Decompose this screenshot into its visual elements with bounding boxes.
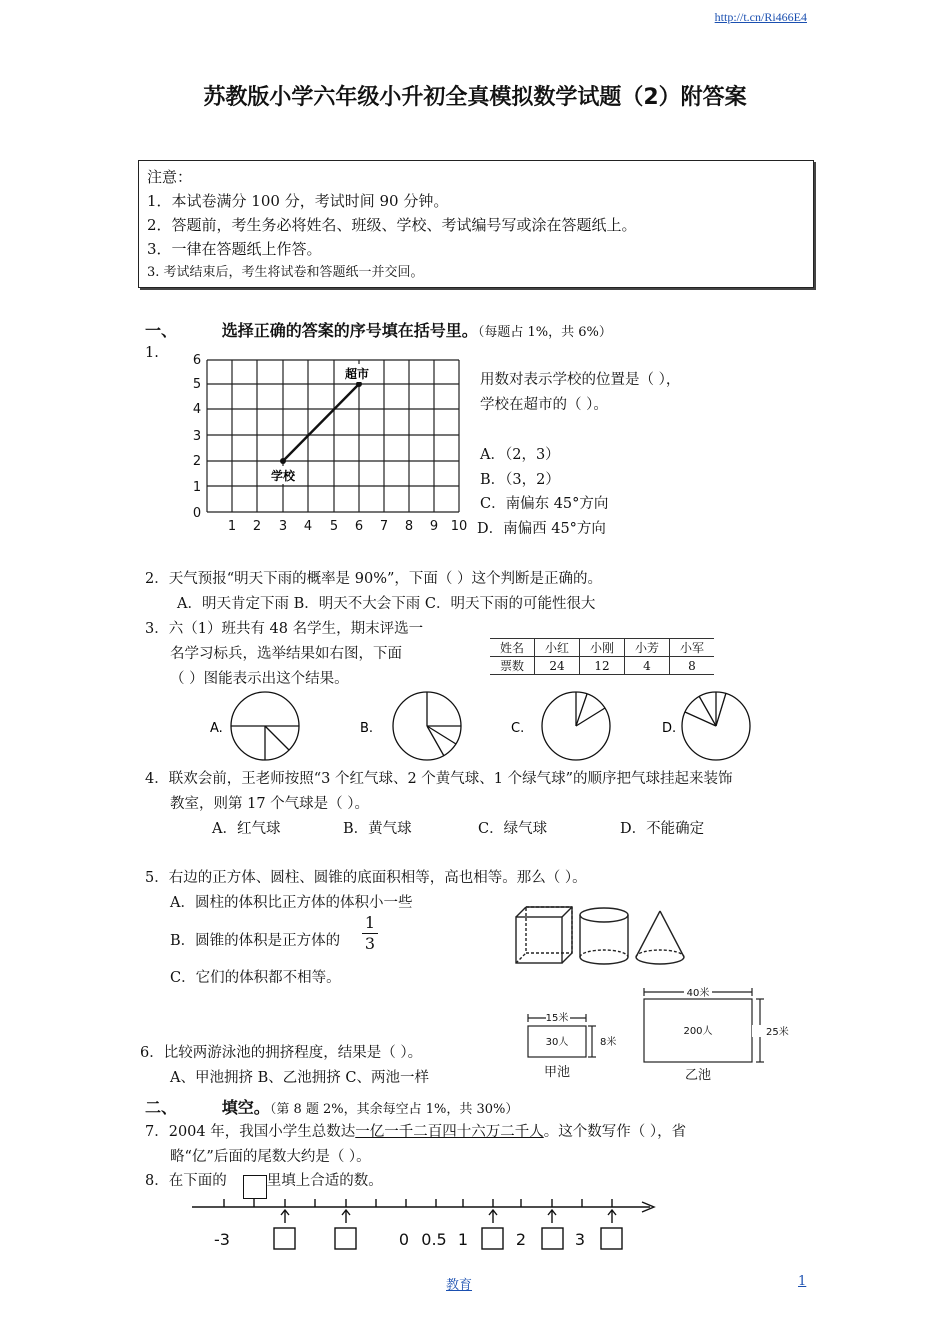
tick-label: 0 — [398, 1230, 410, 1249]
table-cell: 24 — [535, 657, 580, 675]
q6-options: A、甲池拥挤 B、乙池拥挤 C、两池一样 — [170, 1070, 429, 1086]
q1-option-d: D．南偏西 45°方向 — [477, 521, 606, 537]
q1-number: 1. — [145, 345, 159, 361]
q3-pie-options — [205, 688, 765, 768]
cone-icon — [636, 911, 684, 964]
q1-text2: 学校在超市的（ ）。 — [480, 397, 608, 413]
q5-text: 5．右边的正方体、圆柱、圆锥的底面积相等，高也相等。那么（ ）。 — [145, 870, 587, 886]
fraction-denominator: 3 — [362, 933, 378, 954]
tick-label: -3 — [214, 1230, 230, 1249]
q7-pre: 7．2004 年，我国小学生总数达 — [145, 1124, 356, 1140]
y-tick: 0 — [192, 506, 202, 521]
section2-heading — [145, 1095, 518, 1118]
table-row — [490, 657, 714, 675]
x-tick: 1 — [227, 519, 237, 534]
q5-option-c: C．它们的体积都不相等。 — [170, 970, 341, 986]
q2-text: 2．天气预报“明天下雨的概率是 90%”，下面（ ）这个判断是正确的。 — [145, 571, 602, 587]
votes-table — [490, 638, 714, 675]
x-tick: 9 — [429, 519, 439, 534]
table-cell: 小芳 — [625, 639, 670, 657]
pool-b-people: 200人 — [683, 1026, 713, 1037]
section2-note: （第 8 题 2%，其余每空占 1%，共 30%） — [269, 1102, 519, 1117]
footer-link[interactable]: 教育 — [446, 1278, 473, 1293]
q5-option-a: A．圆柱的体积比正方体的体积小一些 — [170, 895, 413, 911]
table-cell: 12 — [580, 657, 625, 675]
q4-line1: 4．联欢会前，王老师按照“3 个红气球、2 个黄气球、1 个绿气球”的顺序把气球挂起来装饰 — [145, 771, 733, 787]
y-tick: 4 — [192, 402, 202, 417]
market-label: 超市 — [344, 367, 370, 381]
pie-label-c: C. — [511, 721, 525, 736]
answer-box — [274, 1228, 295, 1249]
answer-box — [335, 1228, 356, 1249]
pool-a-height: 8米 — [600, 1037, 617, 1048]
page-title: 苏教版小学六年级小升初全真模拟数学试题（2）附答案 — [203, 85, 747, 110]
pool-a-width: 15米 — [545, 1013, 569, 1024]
q4-option-a: A．红气球 — [212, 821, 281, 837]
x-tick: 8 — [404, 519, 414, 534]
y-tick: 1 — [192, 480, 202, 495]
cylinder-icon — [580, 908, 628, 964]
y-tick: 3 — [192, 429, 202, 444]
x-tick: 5 — [329, 519, 339, 534]
q7-line1 — [145, 1120, 686, 1141]
x-tick: 4 — [303, 519, 313, 534]
fraction-numerator: 1 — [364, 913, 376, 932]
y-tick: 6 — [192, 353, 202, 368]
q6-text: 6．比较两游泳池的拥挤程度，结果是（ ）。 — [140, 1045, 423, 1061]
q1-option-a: A．（2，3） — [480, 447, 560, 463]
q4-option-c: C．绿气球 — [478, 821, 548, 837]
tick-label: 0.5 — [421, 1230, 447, 1249]
pool-a-people: 30人 — [545, 1037, 569, 1048]
cube-icon — [516, 907, 572, 963]
answer-box — [482, 1228, 503, 1249]
q3-line3: （ ）图能表示出这个结果。 — [170, 671, 349, 687]
section1-title: 选择正确的答案的序号填在括号里。 — [221, 321, 478, 340]
table-cell: 小军 — [670, 639, 715, 657]
y-tick: 5 — [192, 377, 202, 392]
table-cell: 4 — [625, 657, 670, 675]
table-cell: 8 — [670, 657, 715, 675]
section1-num: 一、 — [145, 321, 178, 340]
x-tick: 3 — [278, 519, 288, 534]
solids-figure — [510, 903, 710, 969]
school-point — [280, 458, 286, 464]
notice-item: 2．答题前，考生务必将姓名、班级、学校、考试编号写或涂在答题纸上。 — [147, 216, 637, 234]
pie-label-d: D. — [662, 721, 677, 736]
pie-label-a: A. — [210, 721, 223, 736]
pool-b-height: 25米 — [766, 1027, 789, 1038]
pie-c — [542, 692, 610, 760]
pie-b — [393, 692, 461, 760]
fraction-one-third — [362, 913, 378, 954]
table-cell: 姓名 — [490, 639, 535, 657]
pie-a — [231, 692, 299, 760]
section1-heading — [145, 318, 612, 341]
x-tick: 6 — [354, 519, 364, 534]
pool-b-name: 乙池 — [684, 1068, 712, 1083]
q4-line2: 教室，则第 17 个气球是（ ）。 — [170, 796, 370, 812]
section2-title: 填空。 — [221, 1098, 270, 1117]
pie-label-b: B. — [360, 721, 374, 736]
x-tick: 7 — [379, 519, 389, 534]
q1-option-c: C．南偏东 45°方向 — [480, 496, 609, 512]
notice-item: 1．本试卷满分 100 分，考试时间 90 分钟。 — [147, 192, 449, 210]
q7-line2: 略“亿”后面的尾数大约是（ ）。 — [170, 1149, 371, 1165]
pool-a-name: 甲池 — [543, 1065, 571, 1080]
section2-num: 二、 — [145, 1098, 178, 1117]
number-line-figure — [180, 1193, 670, 1257]
q1-text1: 用数对表示学校的位置是（ ）， — [480, 372, 681, 388]
header-url[interactable]: http://t.cn/Ri466E4 — [714, 10, 807, 24]
answer-box — [601, 1228, 622, 1249]
x-tick: 2 — [252, 519, 262, 534]
q7-post: 。这个数写作（ ），省 — [543, 1124, 687, 1140]
tick-label: 1 — [457, 1230, 469, 1249]
grid-lines — [207, 360, 459, 512]
notice-item: 3. 考试结束后，考生将试卷和答题纸一并交回。 — [147, 265, 424, 280]
q8-post: 里填上合适的数。 — [266, 1173, 383, 1189]
q4-option-d: D．不能确定 — [620, 821, 705, 837]
y-tick: 2 — [192, 454, 202, 469]
notice-box — [138, 160, 814, 288]
table-cell: 票数 — [490, 657, 535, 675]
x-tick: 10 — [450, 519, 468, 534]
q3-line2: 名学习标兵，选举结果如右图，下面 — [170, 646, 402, 662]
pools-figure — [520, 985, 790, 1085]
q2-options: A．明天肯定下雨 B．明天不大会下雨 C．明天下雨的可能性很大 — [177, 596, 596, 612]
notice-heading: 注意： — [147, 168, 193, 186]
route-line — [283, 384, 359, 461]
q4-option-b: B．黄气球 — [343, 821, 412, 837]
school-label: 学校 — [270, 469, 296, 483]
q1-grid-figure — [180, 350, 470, 540]
table-row — [490, 639, 714, 657]
notice-item: 3．一律在答题纸上作答。 — [147, 240, 322, 258]
q8-pre: 8．在下面的 — [145, 1173, 227, 1189]
pie-d — [682, 692, 750, 760]
tick-label: 3 — [574, 1230, 586, 1249]
q3-line1: 3．六（1）班共有 48 名学生，期末评选一 — [145, 621, 424, 637]
section1-note: （每题占 1%，共 6%） — [477, 325, 612, 340]
q7-underlined-number: 一亿一千二百四十六万二千人 — [355, 1124, 544, 1140]
pool-b-width: 40米 — [686, 988, 710, 999]
page-number: 1 — [798, 1274, 807, 1289]
table-cell: 小刚 — [580, 639, 625, 657]
tick-label: 2 — [515, 1230, 527, 1249]
table-cell: 小红 — [535, 639, 580, 657]
q5-option-b: B．圆锥的体积是正方体的 — [170, 933, 341, 949]
q1-option-b: B．（3，2） — [480, 472, 560, 488]
answer-box — [542, 1228, 563, 1249]
